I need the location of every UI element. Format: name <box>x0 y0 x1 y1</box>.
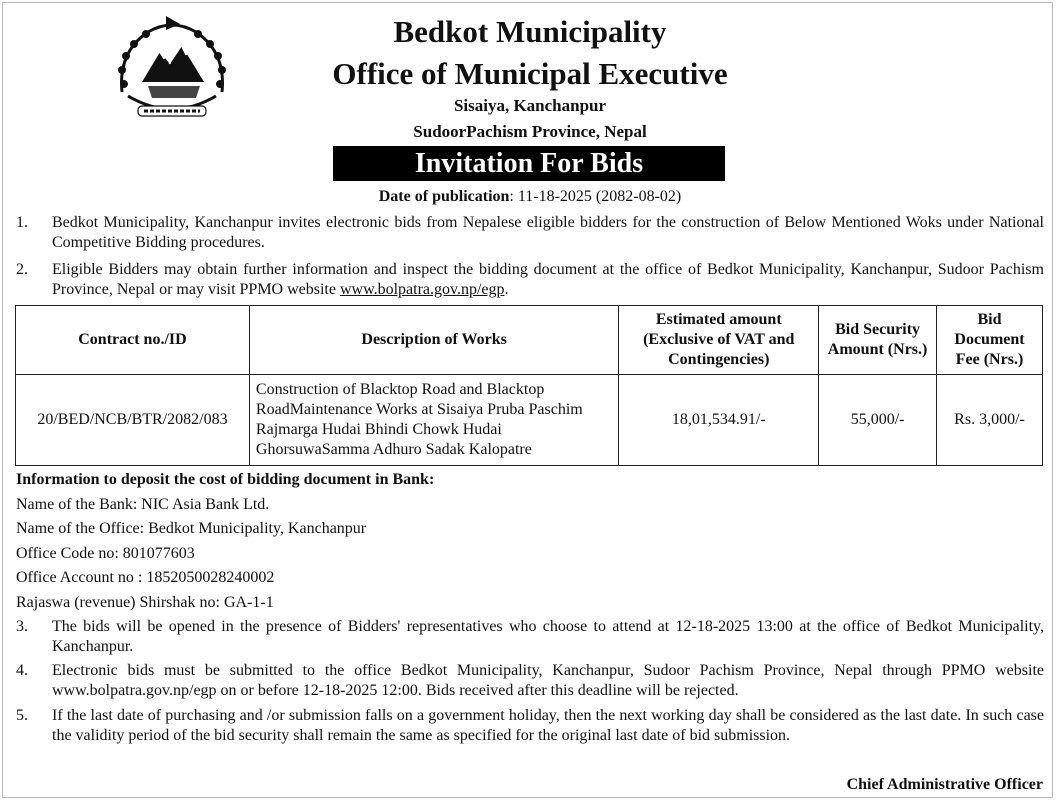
item-number: 1. <box>16 214 28 231</box>
table-header-row <box>16 306 1043 375</box>
office-name: Office of Municipal Executive <box>332 56 728 91</box>
municipality-name: Bedkot Municipality <box>393 14 667 49</box>
cell-fee: Rs. 3,000/- <box>937 375 1043 466</box>
header-security: Bid Security Amount (Nrs.) <box>819 306 937 375</box>
list-item <box>16 661 1044 701</box>
item-text-before: Eligible Bidders may obtain further information and inspect the bidding document at the office of Bedkot Municipality, Kanchanpur, Sudoor Pachism Province, Nepal or may visit PPMO website <box>52 261 1044 298</box>
item-text-after: . <box>504 281 509 298</box>
item-number: 3. <box>16 618 28 635</box>
ppmo-website-link[interactable]: www.bolpatra.gov.np/egp <box>339 281 505 298</box>
item-number: 2. <box>16 261 28 278</box>
bank-name: Name of the Bank: NIC Asia Bank Ltd. <box>16 496 270 513</box>
office-location: Sisaiya, Kanchanpur <box>453 96 607 115</box>
office-name-line: Name of the Office: Bedkot Municipality, Kanchanpur <box>16 520 367 537</box>
list-item <box>16 706 1044 746</box>
item-text: Electronic bids must be submitted to the office Bedkot Municipality, Kanchanpur, Sudoor Pachism Province, Nepal through PPMO website www.bolpatra.gov.np/egp on or before 12-18-2025 12:00. Bids received after this deadline will be rejected. <box>52 662 1044 699</box>
item-number: 5. <box>16 707 28 724</box>
list-item <box>16 260 1044 300</box>
deposit-title: Information to deposit the cost of bidding document in Bank: <box>16 471 435 488</box>
publication-date-label: Date of publication <box>378 188 510 205</box>
signatory-title: Chief Administrative Officer <box>846 776 1043 793</box>
item-number: 4. <box>16 662 28 679</box>
header-fee: Bid Document Fee (Nrs.) <box>937 306 1043 375</box>
cell-security: 55,000/- <box>819 375 937 466</box>
province-line: SudoorPachism Province, Nepal <box>413 122 647 141</box>
notice-title-banner: Invitation For Bids <box>333 146 725 181</box>
item-text: The bids will be opened in the presence of Bidders' representatives who choose to attend at 12-18-2025 13:00 at the office of Bedkot Municipality, Kanchanpur. <box>52 618 1044 655</box>
item-text: If the last date of purchasing and /or submission falls on a government holiday, then the next working day shall be considered as the last date. In such case the validity period of the bid security shall remain the same as specified for the original last date of bid submission. <box>52 707 1044 744</box>
nepal-emblem-icon <box>108 12 236 130</box>
table-row <box>16 375 1043 466</box>
publication-date <box>230 187 830 207</box>
header-estimated: Estimated amount (Exclusive of VAT and Contingencies) <box>619 306 819 375</box>
header-contract: Contract no./ID <box>16 306 250 375</box>
publication-date-value: : 11-18-2025 (2082-08-02) <box>509 188 682 205</box>
rajaswa-shirshak: Rajaswa (revenue) Shirshak no: GA-1-1 <box>16 594 274 611</box>
bids-table <box>15 305 1043 466</box>
office-code: Office Code no: 801077603 <box>16 545 195 562</box>
item-text <box>52 260 1044 300</box>
list-item <box>16 213 1044 253</box>
list-item <box>16 617 1044 657</box>
cell-contract: 20/BED/NCB/BTR/2082/083 <box>16 375 250 466</box>
cell-estimated: 18,01,534.91/- <box>619 375 819 466</box>
item-text: Bedkot Municipality, Kanchanpur invites electronic bids from Nepalese eligible bidders for the construction of Below Mentioned Woks under National Competitive Bidding procedures. <box>52 214 1044 251</box>
office-account: Office Account no : 1852050028240002 <box>16 569 275 586</box>
header-description: Description of Works <box>249 306 618 375</box>
cell-description: Construction of Blacktop Road and Blacktop RoadMaintenance Works at Sisaiya Pruba Paschim Rajmarga Hudai Bhindi Chowk Hudai GhorsuwaSamma Adhuro Sadak Kalopatre <box>249 375 618 466</box>
